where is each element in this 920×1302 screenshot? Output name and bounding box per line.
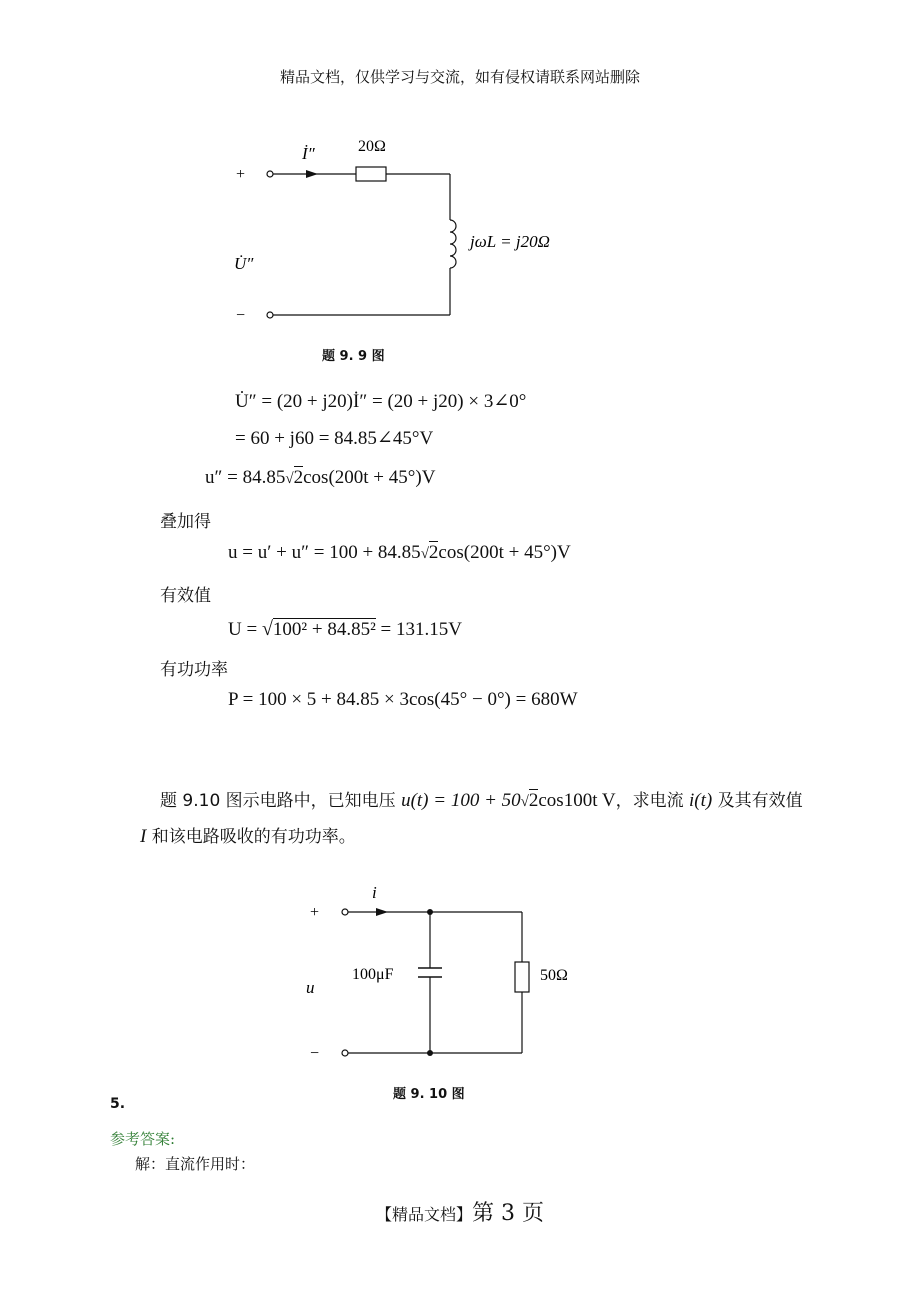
resistor-50 — [515, 962, 529, 992]
current-arrow — [306, 170, 318, 178]
page-number: 第 3 页 — [472, 1201, 544, 1226]
equation-4: u = u′ + u″ = 100 + 84.85√2cos(200t + 45°)V — [228, 542, 571, 563]
terminal-bottom — [267, 312, 273, 318]
figure-caption-9-10: 题 9. 10 图 — [393, 1087, 465, 1102]
inductor-coil — [450, 220, 456, 268]
circuit-diagram-9-9 — [220, 125, 600, 330]
equation-1: U̇″ = (20 + j20)İ″ = (20 + j20) × 3∠0° — [235, 391, 527, 412]
current-arrow — [376, 908, 388, 916]
terminal-top — [267, 171, 273, 177]
equation-2: = 60 + j60 = 84.85∠45°V — [235, 428, 434, 449]
capacitor-label: 100μF — [352, 966, 394, 983]
current-label: i — [372, 883, 377, 902]
answer-label: 参考答案: — [110, 1130, 176, 1148]
current-label: İ″ — [302, 144, 315, 163]
label-superposition: 叠加得 — [160, 512, 211, 532]
voltage-label: u — [306, 978, 315, 997]
solution-start: 解：直流作用时： — [135, 1155, 256, 1173]
question-line-2: I 和该电路吸收的有功功率。 — [140, 826, 356, 847]
question-line-1: 题 9.10 图示电路中，已知电压 u(t) = 100 + 50√2cos100t V，求电流 i(t) 及其有效值 — [160, 790, 803, 811]
footer-bracket: 【精品文档】 — [376, 1205, 473, 1224]
label-active-power: 有功功率 — [160, 660, 228, 680]
resistor-20 — [356, 167, 386, 181]
terminal-plus: + — [310, 904, 320, 921]
terminal-plus: + — [236, 166, 246, 183]
item-number: 5. — [110, 1096, 126, 1112]
circuit-diagram-9-10 — [300, 880, 600, 1070]
inductor-label: jωL = j20Ω — [470, 232, 550, 251]
terminal-minus: − — [310, 1045, 320, 1062]
figure-caption-9-9: 题 9. 9 图 — [322, 349, 385, 364]
resistor-label: 20Ω — [358, 138, 386, 155]
equation-3: u″ = 84.85√2cos(200t + 45°)V — [205, 467, 436, 488]
terminal-minus: − — [236, 307, 246, 324]
terminal-top — [342, 909, 348, 915]
label-rms: 有效值 — [160, 586, 211, 606]
voltage-label: U̇″ — [234, 254, 254, 273]
equation-5: U = √100² + 84.85² = 131.15V — [228, 618, 462, 640]
page-header: 精品文档，仅供学习与交流，如有侵权请联系网站删除 — [279, 68, 640, 86]
equation-6: P = 100 × 5 + 84.85 × 3cos(45° − 0°) = 680W — [228, 689, 578, 710]
terminal-bottom — [342, 1050, 348, 1056]
resistor-label: 50Ω — [540, 967, 568, 984]
junction-bottom — [427, 1050, 433, 1056]
page-footer — [0, 1196, 920, 1227]
